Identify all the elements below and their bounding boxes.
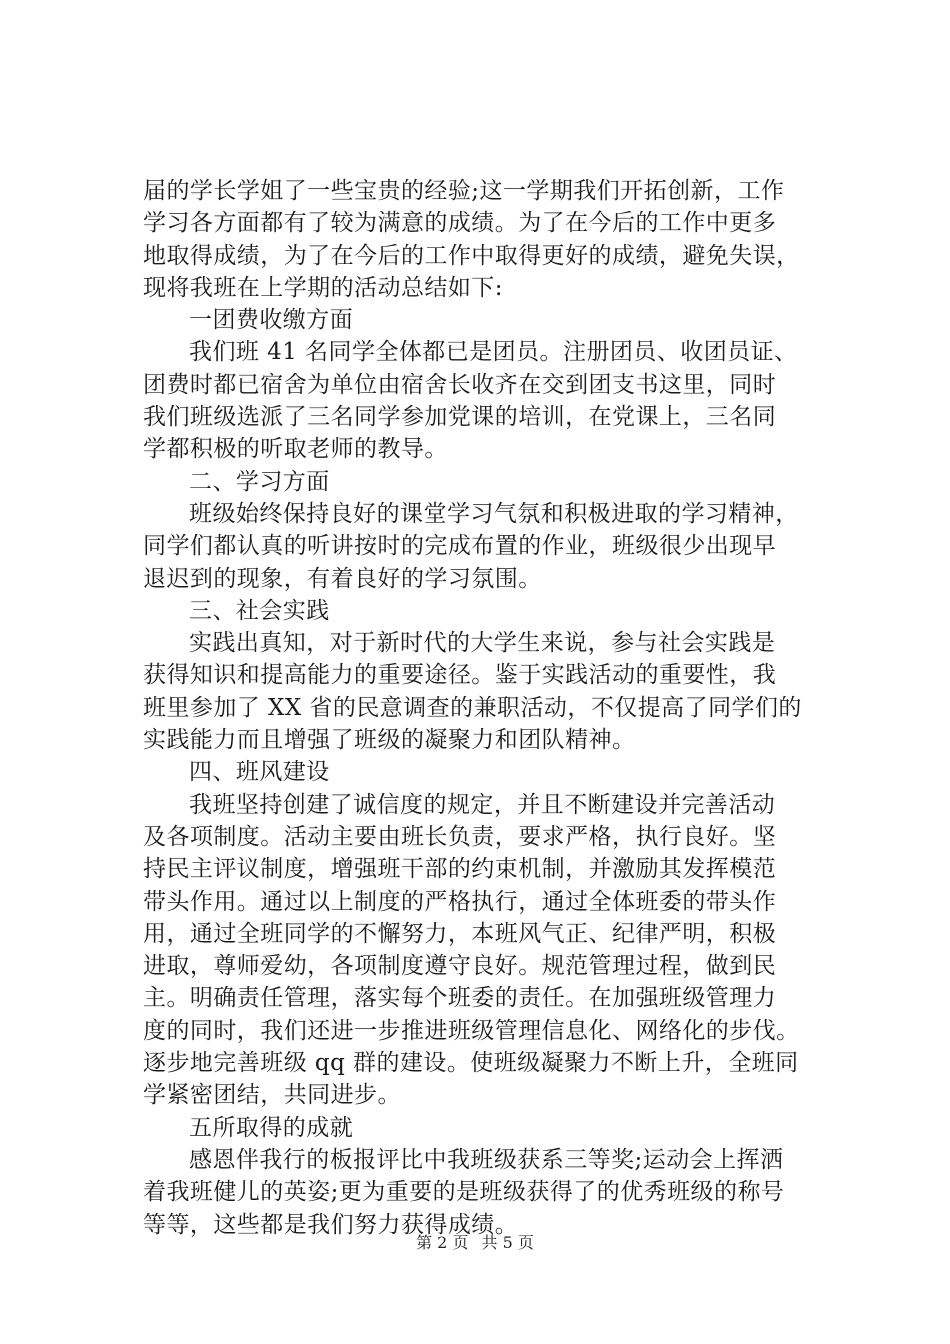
- page-total: 共 5 页: [481, 1233, 534, 1252]
- page-number: 第 2 页: [416, 1233, 469, 1252]
- section-heading: 三、社会实践: [189, 597, 330, 624]
- text-line: 带头作用。通过以上制度的严格执行，通过全体班委的带头作: [143, 888, 777, 915]
- section-heading: 二、学习方面: [189, 468, 330, 495]
- text-line: 度的同时，我们还进一步推进班级管理信息化、网络化的步伐。: [143, 1017, 800, 1044]
- text-line: 及各项制度。活动主要由班长负责，要求严格，执行良好。坚: [143, 823, 777, 850]
- text-line: 持民主评议制度，增强班干部的约束机制，并激励其发挥模范: [143, 856, 777, 883]
- text-line: 我们班 41 名同学全体都已是团员。注册团员、收团员证、: [189, 339, 798, 366]
- text-line: 退迟到的现象，有着良好的学习氛围。: [143, 565, 542, 592]
- text-line: 着我班健儿的英姿;更为重要的是班级获得了的优秀班级的称号: [143, 1179, 785, 1206]
- text-line: 现将我班在上学期的活动总结如下:: [143, 274, 503, 301]
- section-heading: 五所取得的成就: [189, 1114, 354, 1141]
- text-line: 主。明确责任管理，落实每个班委的责任。在加强班级管理力: [143, 985, 777, 1012]
- text-line: 等等，这些都是我们努力获得成绩。: [143, 1211, 519, 1238]
- text-line: 获得知识和提高能力的重要途径。鉴于实践活动的重要性，我: [143, 662, 777, 689]
- text-line: 学习各方面都有了较为满意的成绩。为了在今后的工作中更多: [143, 210, 777, 237]
- section-heading: 四、班风建设: [189, 759, 330, 786]
- text-line: 同学们都认真的听讲按时的完成布置的作业，班级很少出现早: [143, 533, 777, 560]
- text-line: 我们班级选派了三名同学参加党课的培训，在党课上，三名同: [143, 404, 777, 431]
- text-line: 学都积极的听取老师的教导。: [143, 436, 448, 463]
- text-line: 届的学长学姐了一些宝贵的经验;这一学期我们开拓创新，工作: [143, 178, 785, 204]
- text-line: 学紧密团结，共同进步。: [143, 1082, 401, 1109]
- text-line: 感恩伴我行的板报评比中我班级获系三等奖;运动会上挥洒: [189, 1146, 784, 1173]
- text-line: 班级始终保持良好的课堂学习气氛和积极进取的学习精神，: [189, 500, 799, 527]
- text-line: 班里参加了 XX 省的民意调查的兼职活动，不仅提高了同学们的: [143, 694, 802, 721]
- document-body: [143, 175, 837, 1241]
- text-line: 逐步地完善班级 qq 群的建设。使班级凝聚力不断上升，全班同: [143, 1050, 799, 1077]
- page-footer: [0, 1232, 950, 1254]
- text-line: 实践出真知，对于新时代的大学生来说，参与社会实践是: [189, 630, 776, 657]
- section-heading: 一团费收缴方面: [189, 307, 354, 334]
- text-line: 用，通过全班同学的不懈努力，本班风气正、纪律严明，积极: [143, 920, 777, 947]
- text-line: 实践能力而且增强了班级的凝聚力和团队精神。: [143, 727, 636, 754]
- text-line: 我班坚持创建了诚信度的规定，并且不断建设并完善活动: [189, 791, 776, 818]
- text-line: 地取得成绩，为了在今后的工作中取得更好的成绩，避免失误，: [143, 242, 800, 269]
- text-line: 团费时都已宿舍为单位由宿舍长收齐在交到团支书这里，同时: [143, 371, 777, 398]
- text-line: 进取，尊师爱幼，各项制度遵守良好。规范管理过程，做到民: [143, 953, 777, 980]
